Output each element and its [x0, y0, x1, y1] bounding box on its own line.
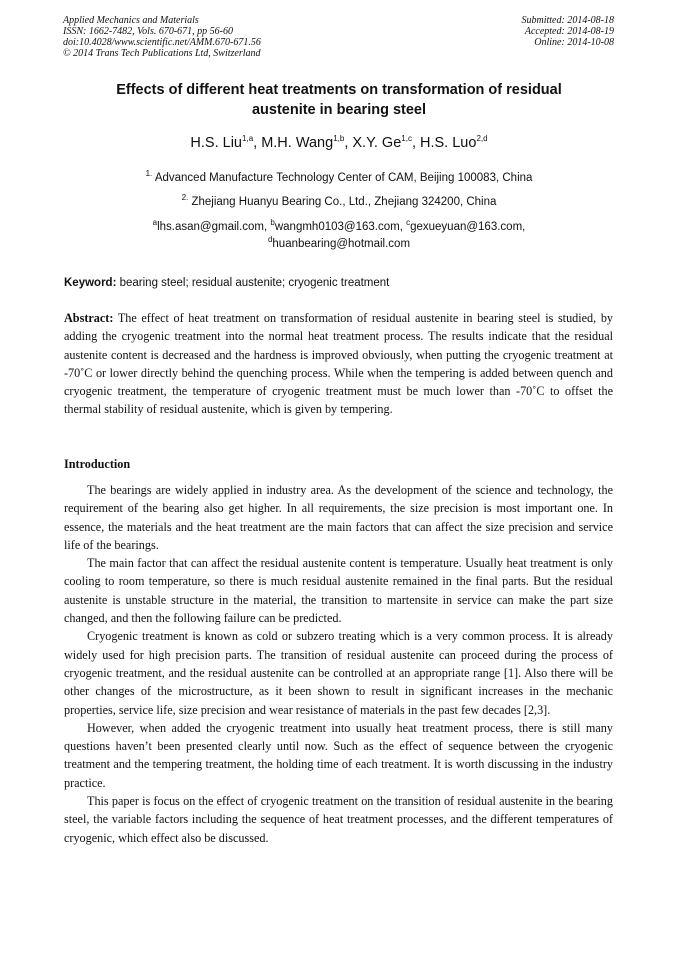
abstract-text: The effect of heat treatment on transformation of residual austenite in bearing steel is studied, by adding the cryogenic treatment into the normal heat treatment process. The results indicate that the residual austenite content is decreased and the hardness is improved obviously, when putting the cryogenic treatment at -70˚C or lower directly behind the quenching process. While when the tempering is added between quench and cryogenic treatment, the temperature of cryogenic treatment must be much lower than -70˚C to offset the thermal stability of residual austenite, which is given by tempering. [64, 311, 614, 417]
email-mark: a [152, 218, 158, 228]
affiliation-text: Zhejiang Huanyu Bearing Co., Ltd., Zhejiang 324200, China [191, 196, 497, 208]
abstract [64, 309, 613, 419]
email-mark: b [270, 218, 275, 228]
paper-title [64, 80, 614, 120]
paragraph: This paper is focus on the effect of cryogenic treatment on the transition of residual austenite in the bearing steel, the variable factors including the sequence of heat treatment processes, and the different temperatures of cryogenic, which effect also be discussed. [64, 794, 613, 845]
copyright-line: © 2014 Trans Tech Publications Ltd, Switzerland [63, 48, 261, 59]
introduction-body [64, 481, 613, 847]
journal-name: Applied Mechanics and Materials [63, 15, 199, 26]
author-name: M.H. Wang [261, 135, 334, 151]
email-address[interactable]: huanbearing@hotmail.com [272, 238, 411, 250]
accepted-date: Accepted: 2014-08-19 [524, 26, 614, 37]
author-affiliation-mark: 1,b [333, 134, 345, 144]
author-affiliation-mark: 2,d [476, 134, 488, 144]
keywords [64, 276, 614, 291]
paragraph: Cryogenic treatment is known as cold or subzero treating which is a very common process. It is already widely used for high precision parts. The transition of residual austenite can proceed during the process of cryogenic treatment, and the residual austenite can be controlled at an appropriate range [1]. Also there will be other changes of the microstructure, as it been shown to result in significant increases in the mechanic properties, service life, size precision and wear resistance of materials in the past few decades [2,3]. [64, 629, 613, 717]
author-list: H.S. Liu$^{1,a}$, M.H. Wang$^{1,b}$, X.Y. Ge$^{1,c}$, H.S. Luo$^{2,d}$ [190, 134, 488, 151]
affiliation-text: Advanced Manufacture Technology Center of CAM, Beijing 100083, China [154, 172, 533, 184]
email-line-1: $^a$lhs.asan@gmail.com, $^b$wangmh0103@163.com, $^c$gexueyuan@163.com, [152, 218, 526, 233]
journal-header-right [522, 15, 615, 48]
author-name: H.S. Luo [420, 135, 477, 151]
author-affiliation-mark: 1,c [401, 134, 412, 144]
issn-line: ISSN: 1662-7482, Vols. 670-671, pp 56-60 [63, 26, 233, 37]
paragraph: The main factor that can affect the residual austenite content is temperature. Usually heat treatment is only cooling to room temperature, so there is much residual austenite remained in the final parts. But the residual austenite is unstable structure in the material, the transition to martensite in service can make the part size changed, and then the following failure can be predicted. [64, 556, 613, 626]
title-line-1: Effects of different heat treatments on transformation of residual [116, 82, 562, 98]
author-affiliation-mark: 1,a [242, 134, 254, 144]
email-line-2 [64, 236, 614, 253]
title-line-2: austenite in bearing steel [251, 102, 427, 118]
journal-header-left [63, 15, 261, 59]
affiliation-2 [64, 195, 614, 210]
keywords-label: Keyword: [64, 277, 117, 289]
doi-link[interactable]: doi:10.4028/www.scientific.net/AMM.670-671.56 [63, 37, 261, 48]
paragraph: However, when added the cryogenic treatment into usually heat treatment process, there is still many questions haven’t been presented clearly until now. Such as the effect of sequence between the cryogenic treatment and the tempering treatment, the holding time of each treatment. It is worth discussing in the industry practice. [64, 720, 613, 790]
email-address[interactable]: wangmh0103@163.com [274, 221, 400, 233]
author-name: X.Y. Ge [352, 135, 402, 151]
section-heading-introduction: Introduction [64, 457, 131, 471]
paragraph: The bearings are widely applied in industry area. As the development of the science and technology, the requirement of the bearing also get higher. In all requirements, the size precision is most important one. In essence, the materials and the heat treatment are the main factors that can affect the size precision and service life of the bearings. [64, 483, 613, 552]
submitted-date: Submitted: 2014-08-18 [521, 15, 614, 26]
affiliation-1 [64, 171, 614, 186]
affiliation-mark: 2. [181, 193, 189, 203]
email-mark: c [406, 218, 411, 228]
keywords-text: bearing steel; residual austenite; cryogenic treatment [119, 277, 390, 289]
email-mark: d [267, 235, 273, 245]
abstract-label: Abstract: [64, 311, 114, 325]
email-list [64, 219, 614, 253]
author-name: H.S. Liu [190, 135, 243, 151]
online-date: Online: 2014-10-08 [534, 37, 614, 48]
email-address[interactable]: lhs.asan@gmail.com [157, 221, 265, 233]
email-address[interactable]: gexueyuan@163.com [410, 221, 523, 233]
affiliation-mark: 1. [145, 169, 153, 179]
